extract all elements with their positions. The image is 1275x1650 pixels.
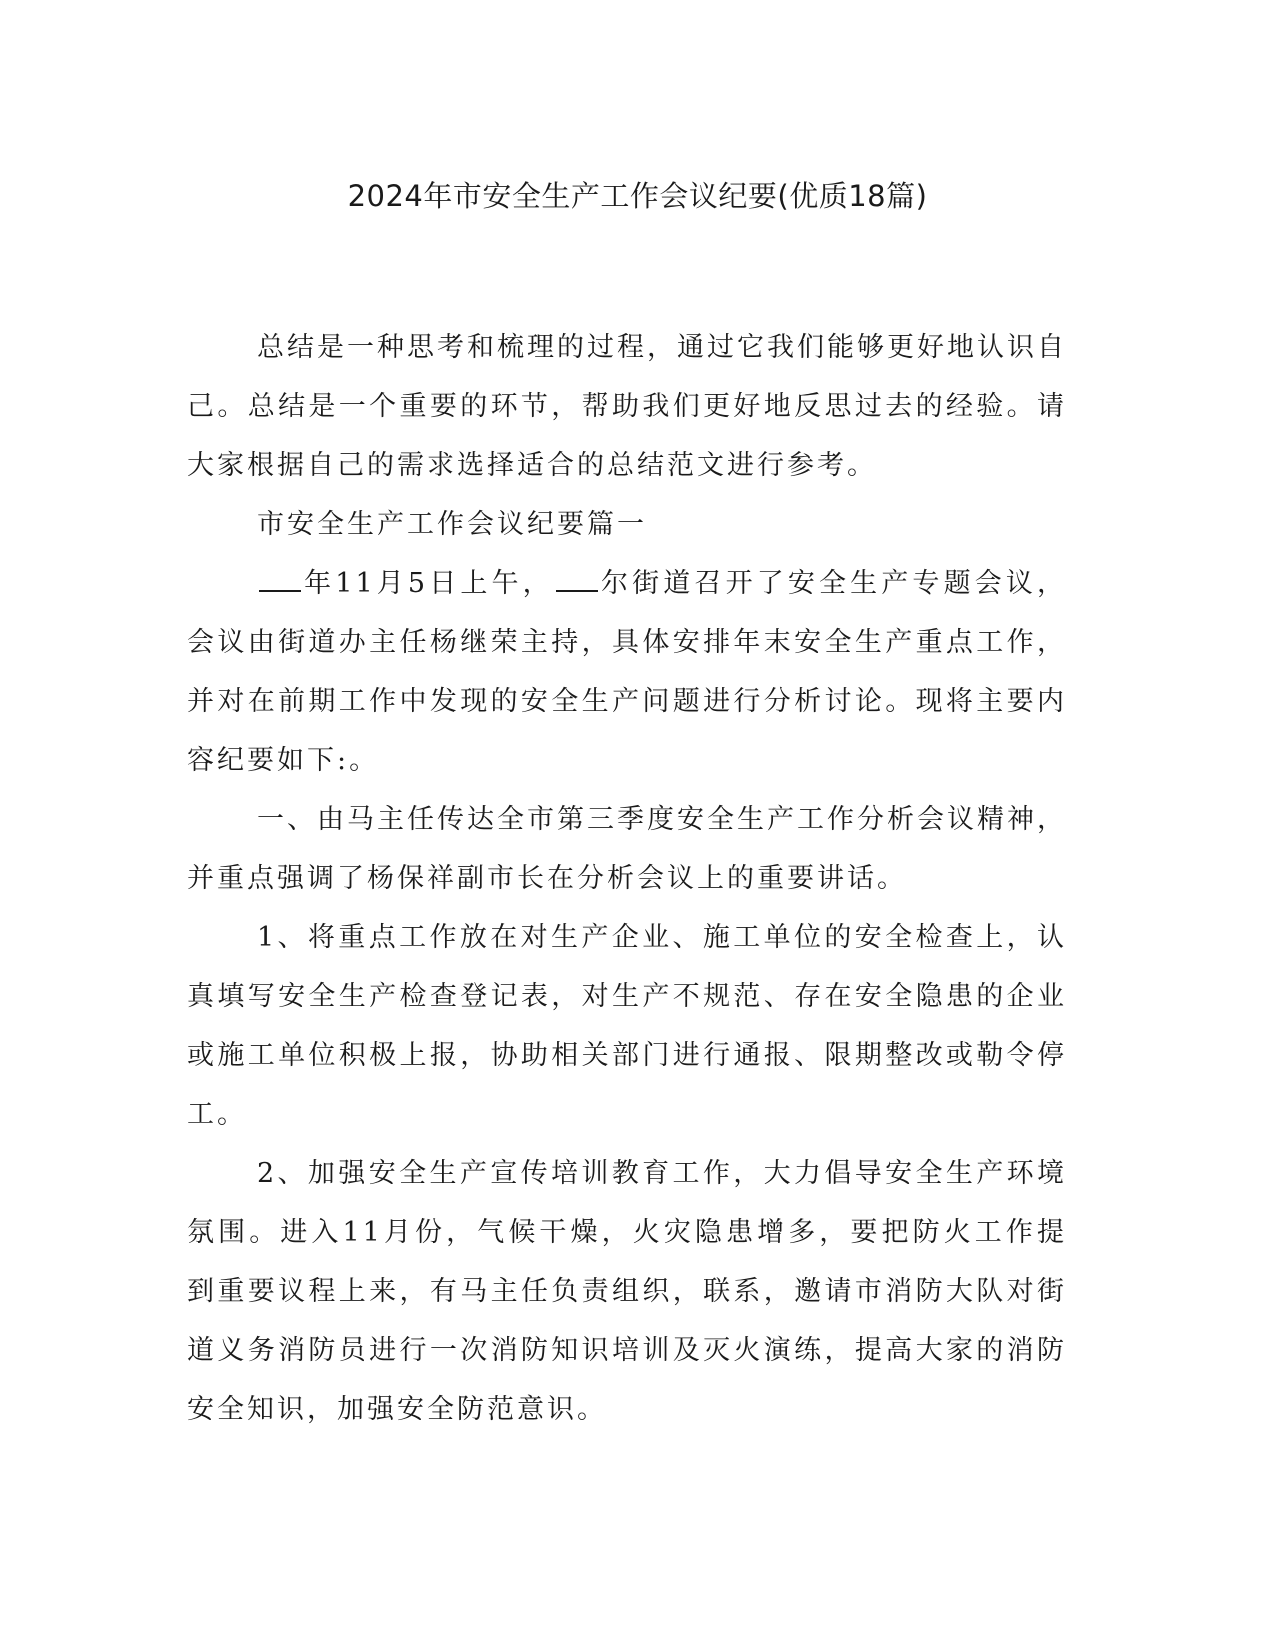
item-2-paragraph: 2、加强安全生产宣传培训教育工作，大力倡导安全生产环境氛围。进入11月份，气候干燥，火灾隐患增多，要把防火工作提到重要议程上来，有马主任负责组织，联系，邀请市消防大队对街道义务消防员进行一次消防知识培训及灭火演练，提高大家的消防安全知识，加强安全防范意识。 [187,1158,1067,1425]
document-body [187,318,1067,1439]
item-one-paragraph: 一、由马主任传达全市第三季度安全生产工作分析会议精神，并重点强调了杨保祥副市长在分析会议上的重要讲话。 [187,804,1067,894]
section-heading: 市安全生产工作会议纪要篇一 [257,509,647,540]
meeting-text-b: 尔街道召开了安全生产专题会议，会议由街道办主任杨继荣主持，具体安排年末安全生产重点工作，并对在前期工作中发现的安全生产问题进行分析讨论。现将主要内容纪要如下:。 [187,568,1068,776]
blank-underline [259,568,301,592]
meeting-text-a: 年11月5日上午， [303,568,554,599]
document-title: 2024年市安全生产工作会议纪要(优质18篇) [347,179,928,213]
blank-underline [556,568,598,592]
meeting-paragraph [187,554,1067,790]
item-1-paragraph: 1、将重点工作放在对生产企业、施工单位的安全检查上，认真填写安全生产检查登记表，对生产不规范、存在安全隐患的企业或施工单位积极上报，协助相关部门进行通报、限期整改或勒令停工。 [187,922,1067,1130]
intro-paragraph: 总结是一种思考和梳理的过程，通过它我们能够更好地认识自己。总结是一个重要的环节，帮助我们更好地反思过去的经验。请大家根据自己的需求选择适合的总结范文进行参考。 [187,332,1067,481]
